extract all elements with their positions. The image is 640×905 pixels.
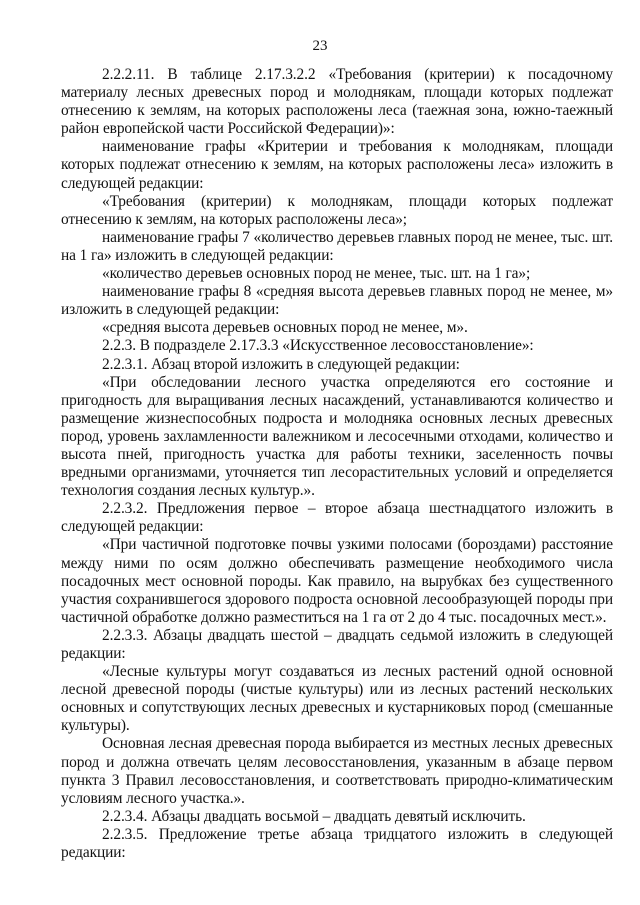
- paragraph-2-2-2-11: 2.2.2.11. В таблице 2.17.3.2.2 «Требования (критерии) к посадочному материалу лесных древесных пород и молоднякам, площади которых подлежат отнесению к землям, на которых расположены леса (таежная зона, южно-таежный район европейской части Российской Федерации)»:: [61, 66, 613, 138]
- paragraph-2-2-3: 2.2.3. В подразделе 2.17.3.3 «Искусственное лесовосстановление»:: [102, 337, 534, 355]
- paragraph-column-name-criteria: наименование графы «Критерии и требования к молоднякам, площади которых подлежат отнесению к землям, на которых расположены леса» изложить в следующей редакции:: [61, 138, 613, 192]
- paragraph-column-7: наименование графы 7 «количество деревьев главных пород не менее, тыс. шт. на 1 га» изложить в следующей редакции:: [61, 228, 613, 264]
- page-number: 23: [312, 38, 328, 54]
- paragraph-2-2-3-1: 2.2.3.1. Абзац второй изложить в следующей редакции:: [102, 355, 460, 373]
- paragraph-2-2-3-2: 2.2.3.2. Предложения первое – второе абзаца шестнадцатого изложить в следующей редакции:: [61, 500, 613, 536]
- paragraph-new-criteria-name: «Требования (критерии) к молоднякам, площади которых подлежат отнесению к землям, на которых расположены леса»;: [61, 192, 613, 228]
- document-body: [61, 66, 613, 862]
- paragraph-new-column-7: «количество деревьев основных пород не менее, тыс. шт. на 1 га»;: [102, 265, 531, 283]
- paragraph-forest-cultures-text: «Лесные культуры могут создаваться из лесных растений одной основной лесной древесной породы (чистые культуры) или из лесных растений нескольких основных и сопутствующих лесных древесных и кустарниковых пород (смешанные культуры).: [61, 663, 613, 735]
- paragraph-soil-preparation-text: «При частичной подготовке почвы узкими полосами (бороздами) расстояние между ними по осям должно обеспечивать размещение необходимого числа посадочных мест основной породы. Как правило, на вырубках без существенного участия сохранившегося здорового подроста основной лесообразующей породы при частичной обработке должно разместиться на 1 га от 2 до 4 тыс. посадочных мест.».: [61, 536, 613, 626]
- paragraph-2-2-3-5: 2.2.3.5. Предложение третье абзаца тридцатого изложить в следующей редакции:: [61, 825, 613, 862]
- paragraph-2-2-3-4: 2.2.3.4. Абзацы двадцать восьмой – двадцать девятый исключить.: [102, 807, 526, 825]
- paragraph-new-column-8: «средняя высота деревьев основных пород не менее, м».: [102, 319, 468, 337]
- paragraph-main-species-text: Основная лесная древесная порода выбирается из местных лесных древесных пород и должна отвечать целям лесовосстановления, указанным в абзаце первом пункта 3 Правил лесовосстановления, и соответствовать природно-климатическим условиям лесного участка.».: [61, 735, 613, 807]
- paragraph-column-8: наименование графы 8 «средняя высота деревьев главных пород не менее, м» изложить в следующей редакции:: [61, 283, 613, 319]
- paragraph-2-2-3-3: 2.2.3.3. Абзацы двадцать шестой – двадцать седьмой изложить в следующей редакции:: [61, 626, 613, 662]
- paragraph-survey-text: «При обследовании лесного участка определяются его состояние и пригодность для выращивания лесных насаждений, устанавливаются количество и размещение жизнеспособных подроста и молодняка основных лесных древесных пород, уровень захламленности валежником и лесосечными отходами, количество и высота пней, пригодность участка для работы техники, заселенность почвы вредными организмами, уточняется тип лесорастительных условий и определяется технология создания лесных культур.».: [61, 373, 613, 500]
